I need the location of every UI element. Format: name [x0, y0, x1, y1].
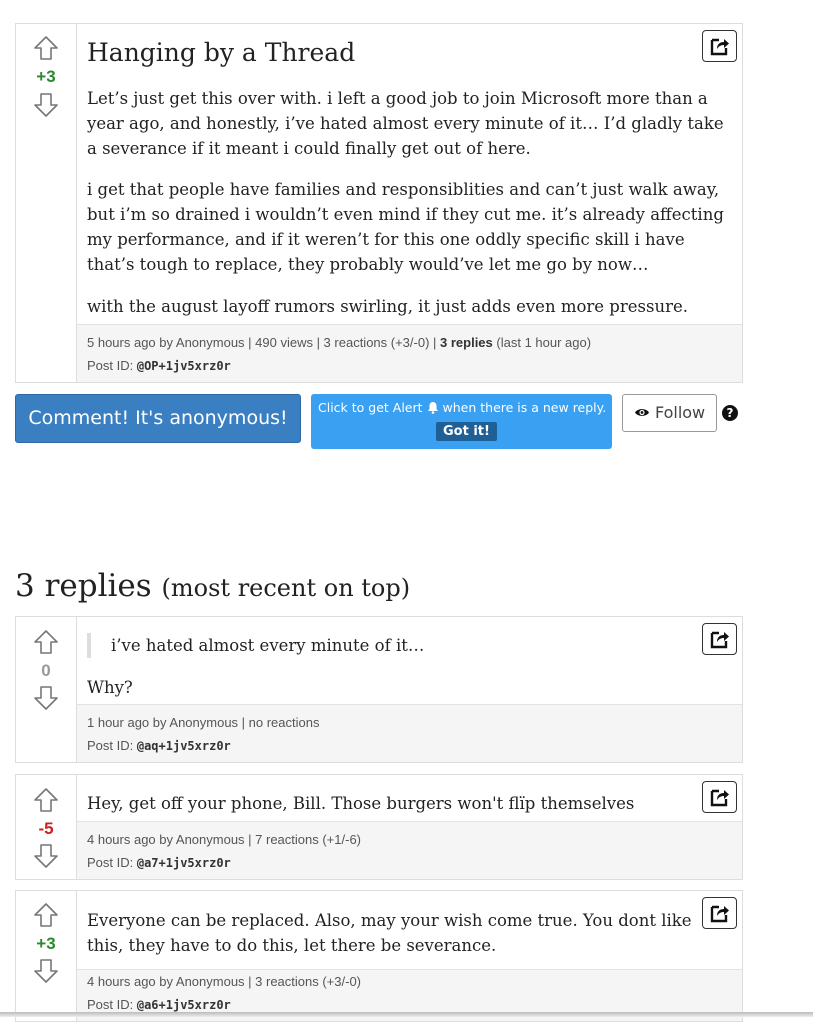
- vote-column: [16, 24, 77, 382]
- eye-icon: [634, 407, 650, 418]
- replies-heading: [15, 568, 410, 604]
- reply-main: [77, 891, 742, 1021]
- reply-score: -5: [38, 819, 54, 838]
- post-paragraph-3: with the august layoff rumors swirling, it just adds even more pressure.: [87, 297, 688, 316]
- post-meta-last: (last 1 hour ago): [492, 335, 592, 350]
- reply-meta-info: 4 hours ago by Anonymous | 3 reactions (+3/-0): [87, 974, 362, 989]
- upvote-arrow-icon[interactable]: [33, 787, 59, 813]
- post-id: @a6+1jv5xrz0r: [136, 998, 231, 1012]
- help-icon[interactable]: ?: [722, 405, 738, 421]
- share-icon[interactable]: [702, 623, 737, 655]
- reply-quote: i’ve hated almost every minute of it…: [87, 633, 424, 658]
- post-score: +3: [36, 67, 56, 86]
- post-meta: [77, 324, 742, 382]
- vote-column: [16, 617, 77, 762]
- upvote-arrow-icon[interactable]: [33, 629, 59, 655]
- bell-icon: [427, 401, 439, 414]
- reply-meta-info: 1 hour ago by Anonymous | no reactions: [87, 715, 320, 730]
- comment-button[interactable]: Comment! It's anonymous!: [15, 394, 301, 443]
- post-main: [77, 24, 742, 382]
- follow-label: Follow: [654, 403, 706, 422]
- vote-column: [16, 775, 77, 879]
- reply-text: Hey, get off your phone, Bill. Those burgers won't flïp themselves: [87, 794, 635, 813]
- reply-main: [77, 775, 742, 879]
- upvote-arrow-icon[interactable]: [33, 35, 59, 61]
- post-id-label: Post ID:: [87, 358, 137, 373]
- reply-meta-info: 4 hours ago by Anonymous | 7 reactions (+1/-6): [87, 832, 362, 847]
- reply-meta: [77, 704, 742, 762]
- post-meta-info: 5 hours ago by Anonymous | 490 views | 3 reactions (+3/-0) |: [87, 335, 441, 350]
- reply-text: Why?: [87, 678, 133, 697]
- post-id: @OP+1jv5xrz0r: [136, 359, 231, 373]
- reply-text: Everyone can be replaced. Also, may your wish come true. You dont like this, they have to do this, let there be severance.: [87, 911, 692, 955]
- post-id: @a7+1jv5xrz0r: [136, 856, 231, 870]
- post-title: Hanging by a Thread: [87, 38, 356, 67]
- alert-text-after: when there is a new reply.: [442, 400, 607, 415]
- post-paragraph-2: i get that people have families and responsiblities and can’t just walk away, but i’m so drained i wouldn’t even mind if they cut me. it’s already affecting my performance, and if it weren’t for this one oddly specific skill i have that’s tough to replace, they probably would’ve let me go by now…: [87, 180, 724, 274]
- post-id-label: Post ID:: [87, 997, 137, 1012]
- post-id-label: Post ID:: [87, 738, 137, 753]
- viewport-bottom-edge: [0, 1012, 813, 1017]
- replies-link[interactable]: 3 replies: [440, 335, 493, 350]
- post-id-label: Post ID:: [87, 855, 137, 870]
- post-id: @aq+1jv5xrz0r: [136, 739, 231, 753]
- vote-column: [16, 891, 77, 1021]
- downvote-arrow-icon[interactable]: [33, 685, 59, 711]
- reply-card: [15, 890, 743, 1022]
- reply-main: [77, 617, 742, 762]
- got-it-button[interactable]: Got it!: [436, 422, 497, 441]
- downvote-arrow-icon[interactable]: [33, 843, 59, 869]
- downvote-arrow-icon[interactable]: [33, 958, 59, 984]
- post-card: [15, 23, 743, 383]
- share-icon[interactable]: [702, 781, 737, 813]
- post-paragraph-1: Let’s just get this over with. i left a good job to join Microsoft more than a year ago, and honestly, i’ve hated almost every minute of it… I’d gladly take a severance if it meant i could finally get out of here.: [87, 89, 724, 158]
- replies-sort-note: (most recent on top): [161, 574, 411, 602]
- alert-tooltip: [311, 394, 612, 449]
- reply-meta: [77, 821, 742, 879]
- replies-count: 3 replies: [15, 568, 152, 604]
- upvote-arrow-icon[interactable]: [33, 902, 59, 928]
- reply-card: [15, 616, 743, 763]
- reply-card: [15, 774, 743, 880]
- alert-text-before: Click to get Alert: [318, 400, 423, 415]
- follow-button[interactable]: [622, 394, 717, 432]
- share-icon[interactable]: [702, 30, 737, 62]
- reply-score: +3: [36, 934, 56, 953]
- downvote-arrow-icon[interactable]: [33, 92, 59, 118]
- reply-score: 0: [41, 661, 51, 680]
- share-icon[interactable]: [702, 897, 737, 929]
